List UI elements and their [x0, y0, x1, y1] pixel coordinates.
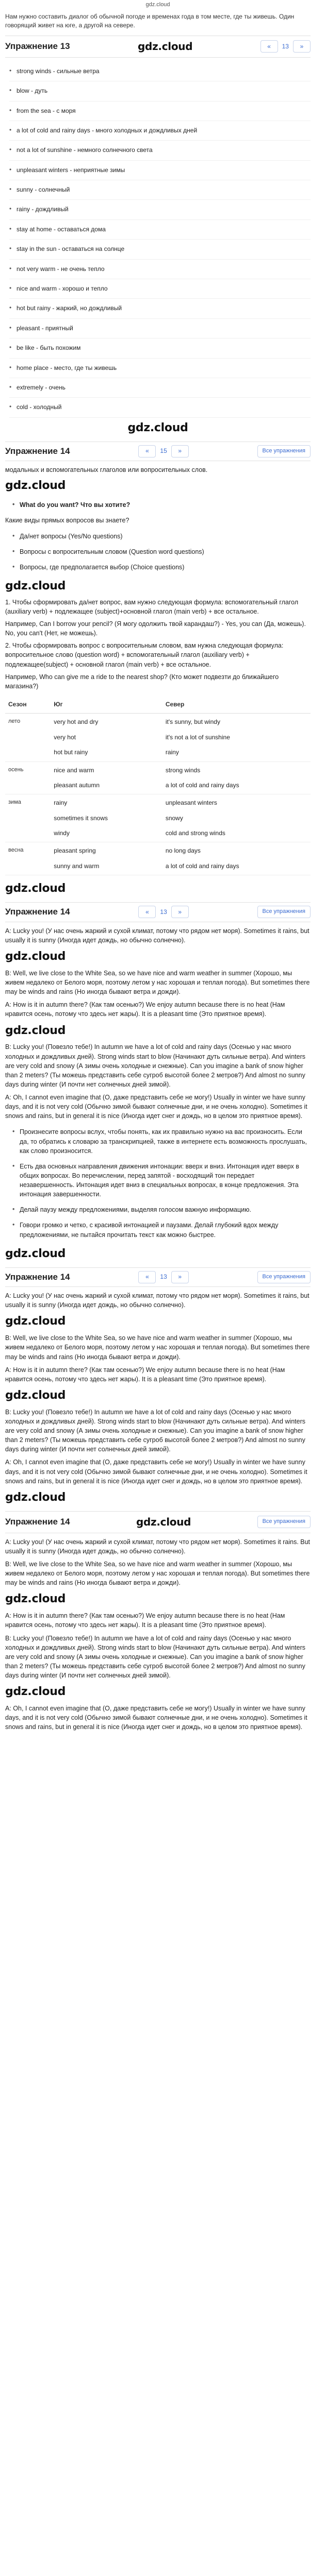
all-exercises-button[interactable]: Все упражнения — [257, 445, 311, 457]
all-exercises-button[interactable]: Все упражнения — [257, 1516, 311, 1528]
exercise-header — [5, 902, 311, 922]
table-row — [5, 761, 311, 794]
list-item: • Произнесите вопросы вслух, чтобы понять, как их правильно нужно на вас произносить. Если да, то обратись к словарю за транскрипцией, также в интернете есть возможность прослушать, как слово произносится. — [12, 1124, 311, 1158]
list-item: • a lot of cold and rainy days - много холодных и дождливых дней — [9, 121, 311, 141]
next-exercise-button[interactable]: » — [293, 40, 311, 53]
list-item: • stay at home - оставаться дома — [9, 220, 311, 240]
prev-exercise-button[interactable]: « — [260, 40, 278, 53]
dialog-line: B: Lucky you! (Повезло тебе!) In autumn we have a lot of cold and rainy days (Осенью у нас много холодных и дождливых дней). Strong winds start to blow (Начинают дуть сильные ветра). And winters are very cold and snowy (А зимы очень холодные и снежные). Can you imagine a bank of snow higher than 2 meters? (Ты можешь представить себе сугроб высотой более 2 метров?) And almost no sunny days during winter (И почти нет солнечных дней зимой). — [5, 1043, 305, 1088]
list-item: • Вопросы, где предполагается выбор (Choice questions) — [12, 560, 311, 575]
dialog — [5, 1291, 311, 1486]
exercise-number: 15 — [160, 447, 167, 455]
watermark: gdz.cloud — [5, 1247, 66, 1260]
watermark: gdz.cloud — [5, 579, 66, 592]
south-cell — [51, 714, 162, 761]
dialog-line: A: Oh, I cannot even imagine that (О, даже представить себе не могу!) Usually in winter we have sunny days, and it is not very cold (Обычно зимой бывают солнечные дни, и не очень холодно). Sometimes it snows and rains, but in general it is nice (Иногда идет снег и дождь, но в целом это приятное время). — [5, 1705, 307, 1731]
prev-exercise-button[interactable]: « — [138, 1271, 156, 1283]
dialog-line: B: Lucky you! (Повезло тебе!) In autumn we have a lot of cold and rainy days (Осенью у нас много холодных и дождливых дней). Strong winds start to blow (Начинают дуть сильные ветра). And winters are very cold and snowy (А зимы очень холодные и снежные). Can you imagine a bank of snow higher than 2 meters? (Ты можешь представить себе сугроб высотой более 2 метров?) And almost no sunny days during winter (И почти нет солнечных дней зимой). — [5, 1634, 305, 1680]
north-cell — [162, 761, 311, 794]
dialog-line: B: Lucky you! (Повезло тебе!) In autumn we have a lot of cold and rainy days (Осенью у нас много холодных и дождливых дней). Strong winds start to blow (Начинают дуть сильные ветра). And winters are very cold and snowy (А зимы очень холодные и снежные). Can you imagine a bank of snow higher than 2 meters? (Ты можешь представить себе сугроб высотой более 2 метров?) And almost no sunny days during winter (И почти нет солнечных дней зимой). — [5, 1408, 305, 1453]
all-exercises-button[interactable]: Все упражнения — [257, 906, 311, 918]
paragraph: 1. Чтобы сформировать да/нет вопрос, вам нужно следующая формула: вспомогательный глагол (auxiliary verb) + подлежащее (subject)+основной глагол (main verb) + все остальное. — [5, 598, 299, 615]
list-item: • be like - быть похожим — [9, 338, 311, 358]
list-item: • Вопросы с вопросительным словом (Question word questions) — [12, 544, 311, 560]
next-exercise-button[interactable]: » — [171, 906, 189, 918]
pager — [138, 445, 188, 457]
list-item: • Да/нет вопросы (Yes/No questions) — [12, 529, 311, 544]
cell-line: pleasant spring — [54, 847, 96, 855]
cell-line: rainy — [54, 799, 68, 807]
table-header-row — [5, 696, 311, 714]
dialog-line: A: How is it in autumn there? (Как там осенью?) We enjoy autumn because there is no heat (Нам нравится осень, потому что здесь нет жары). It is a pleasant time (Это приятное время). — [5, 1366, 285, 1383]
list-item: • not a lot of sunshine - немного солнечного света — [9, 141, 311, 160]
watermark: gdz.cloud — [5, 1490, 66, 1504]
dialog — [5, 926, 311, 1121]
list-item: • not very warm - не очень тепло — [9, 260, 311, 279]
watermark: gdz.cloud — [5, 479, 66, 493]
table-row — [5, 714, 311, 761]
watermark: gdz.cloud — [136, 1515, 191, 1528]
list-item: • from the sea - с моря — [9, 101, 311, 121]
prev-exercise-button[interactable]: « — [138, 445, 156, 457]
list-item: • stay in the sun - оставаться на солнце — [9, 240, 311, 259]
vocab-list — [5, 62, 311, 418]
watermark: gdz.cloud — [5, 1024, 66, 1037]
list-item: • Делай паузу между предложениями, выделяя голосом важную информацию. — [12, 1202, 311, 1217]
paragraph: Например, Who can give me a ride to the nearest shop? (Кто может подвезти до ближайшего магазина?) — [5, 673, 279, 690]
cell-line: unpleasant winters — [165, 799, 217, 807]
dialog-line: B: Well, we live close to the White Sea, so we have nice and warm weather in summer (Хорошо, мы живем недалеко от Белого моря, поэтому летом у нас хорошая и теплая погода). But sometimes there may be winds and rains (Но иногда бывают ветра и дожди). — [5, 1561, 310, 1587]
cell-line: pleasant autumn — [54, 781, 100, 789]
cell-line: it's not a lot of sunshine — [165, 733, 230, 741]
list-item: • blow - дуть — [9, 81, 311, 101]
cell-line: nice and warm — [54, 766, 94, 774]
watermark: gdz.cloud — [5, 1685, 66, 1699]
season-cell: лето — [5, 714, 51, 761]
paragraph: модальных и вспомогательных глаголов или вопросительных слов. — [5, 466, 208, 474]
watermark: gdz.cloud — [5, 1388, 66, 1402]
north-cell — [162, 714, 311, 761]
exercise-header — [5, 1267, 311, 1287]
exercise-number: 13 — [282, 42, 289, 50]
exercise-title: Упражнение 13 — [5, 41, 70, 51]
tips-list — [5, 1124, 311, 1242]
exercise-number: 13 — [160, 1273, 167, 1281]
south-cell — [51, 842, 162, 875]
watermark: gdz.cloud — [5, 1592, 66, 1606]
weather-table — [5, 696, 311, 875]
north-cell — [162, 794, 311, 842]
cell-line: hot but rainy — [54, 749, 88, 756]
cell-line: sunny and warm — [54, 862, 100, 870]
exercise-header — [5, 36, 311, 58]
exercise-header — [5, 442, 311, 462]
watermark: gdz.cloud — [5, 950, 66, 963]
list-item: • extremely - очень — [9, 378, 311, 398]
list-item: • Есть два основных направления движения интонации: вверх и вниз. Интонация идет вверх в общих вопросах. Во перечислении, перед запятой - восходящий тон передает незавершенность. Интонация идет вниз в специальных вопросах, в конце предложения. Эта интонация завершенности. — [12, 1159, 311, 1202]
watermark: gdz.cloud — [5, 882, 66, 895]
list-item: • rainy - дождливый — [9, 200, 311, 219]
list-item: • What do you want? Что вы хотите? — [12, 497, 311, 513]
column-header: Юг — [51, 696, 162, 714]
cell-line: very hot — [54, 733, 76, 741]
list-item: • nice and warm - хорошо и тепло — [9, 279, 311, 299]
cell-line: no long days — [165, 847, 201, 855]
list-item: • cold - холодный — [9, 398, 311, 417]
cell-line: strong winds — [165, 766, 201, 774]
all-exercises-button[interactable]: Все упражнения — [257, 1271, 311, 1283]
cell-line: a lot of cold and rainy days — [165, 862, 239, 870]
cell-line: a lot of cold and rainy days — [165, 781, 239, 789]
exercise-title: Упражнение 14 — [5, 446, 70, 456]
dialog-line: A: Oh, I cannot even imagine that (О, даже представить себе не могу!) Usually in winter we have sunny days, and it is not very cold (Обычно зимой бывают солнечные дни, и не очень холодно). Sometimes it snows and rains, but in general it is nice (Иногда идет снег и дождь, но в целом это приятное время). — [5, 1459, 307, 1485]
season-cell: весна — [5, 842, 51, 875]
list-item: • sunny - солнечный — [9, 180, 311, 200]
next-exercise-button[interactable]: » — [171, 445, 189, 457]
cell-line: snowy — [165, 814, 183, 822]
dialog-line: B: Well, we live close to the White Sea, so we have nice and warm weather in summer (Хорошо, мы живем недалеко от Белого моря, поэтому летом у нас хорошая и теплая погода). But sometimes there may be winds and rains (Но иногда бывают ветра и дожди). — [5, 1334, 310, 1361]
exercise-title: Упражнение 14 — [5, 1272, 70, 1282]
list-item: • hot but rainy - жаркий, но дождливый — [9, 299, 311, 318]
question-types-list — [5, 529, 311, 575]
column-header: Север — [162, 696, 311, 714]
dialog-line: A: Lucky you! (У нас очень жаркий и сухой климат, потому что рядом нет моря). Sometimes it rains, but usually it is sunny (Иногда идет дождь, но обычно солнечно). — [5, 927, 309, 944]
dialog-line: A: How is it in autumn there? (Как там осенью?) We enjoy autumn because there is no heat (Нам нравится осень, потому что здесь нет жары). It is a pleasant time (Это приятное время). — [5, 1001, 285, 1018]
paragraph: 2. Чтобы сформировать вопрос с вопросительным словом, вам нужна следующая формула: вопросительное слово (question word) + вспомогательный глагол (auxiliary verb) + подлежащее(subject) + основной глагол (main verb) + все остальное. — [5, 642, 284, 668]
example-list — [5, 497, 311, 513]
site-logo[interactable]: gdz.cloud — [145, 2, 170, 8]
cell-line: windy — [54, 829, 70, 837]
list-item: • home place - место, где ты живешь — [9, 359, 311, 378]
pager — [260, 40, 311, 53]
table-row — [5, 842, 311, 875]
watermark: gdz.cloud — [5, 1315, 66, 1328]
table-row — [5, 794, 311, 842]
dialog-line: A: Lucky you! (У нас очень жаркий и сухой климат, потому что рядом нет моря). Sometimes it rains, but usually it is sunny (Иногда идет дождь, но обычно солнечно). — [5, 1292, 309, 1309]
south-cell — [51, 794, 162, 842]
list-item: • pleasant - приятный — [9, 319, 311, 338]
season-cell: осень — [5, 761, 51, 794]
watermark: gdz.cloud — [127, 421, 188, 434]
season-cell: зима — [5, 794, 51, 842]
cell-line: it's sunny, but windy — [165, 718, 220, 726]
pager — [138, 1271, 188, 1283]
cell-line: cold and strong winds — [165, 829, 225, 837]
dialog-line: A: How is it in autumn there? (Как там осенью?) We enjoy autumn because there is no heat (Нам нравится осень, потому что здесь нет жары). It is a pleasant time (Это приятное время). — [5, 1612, 285, 1629]
cell-line: rainy — [165, 749, 179, 756]
cell-line: very hot and dry — [54, 718, 99, 726]
dialog-line: A: Oh, I cannot even imagine that (О, даже представить себе не могу!) Usually in winter we have sunny days, and it is not very cold (Обычно зимой бывают солнечные дни, и не очень холодно). Sometimes it snows and rains, but in general it is nice (Иногда идет снег и дождь, но в целом это приятное время). — [5, 1094, 307, 1120]
dialog-line: A: Lucky you! (У нас очень жаркий и сухой климат, потому что рядом нет моря). Sometimes it rains. But usually it is sunny (Иногда идет дождь, но обычно солнечно). — [5, 1538, 311, 1555]
south-cell — [51, 761, 162, 794]
column-header: Сезон — [5, 696, 51, 714]
exercise-number: 13 — [160, 908, 167, 916]
list-item: • unpleasant winters - неприятные зимы — [9, 161, 311, 180]
cell-line: sometimes it snows — [54, 814, 108, 822]
dialog — [5, 1537, 311, 1732]
exercise-title: Упражнение 14 — [5, 907, 70, 917]
next-exercise-button[interactable]: » — [171, 1271, 189, 1283]
prev-exercise-button[interactable]: « — [138, 906, 156, 918]
dialog-line: B: Well, we live close to the White Sea, so we have nice and warm weather in summer (Хорошо, мы живем недалеко от Белого моря, поэтому летом у нас хорошая и теплая погода). But sometimes there may be winds and rains (Но иногда бывают ветра и дожди). — [5, 969, 310, 996]
exercise-title: Упражнение 14 — [5, 1516, 70, 1527]
list-item: • strong winds - сильные ветра — [9, 62, 311, 81]
paragraph: Например, Can I borrow your pencil? (Я могу одолжить твой карандаш?) - Yes, you can (Да, можешь). No, you can't (Нет, не можешь). — [5, 620, 306, 637]
paragraph: Какие виды прямых вопросов вы знаете? — [5, 517, 129, 524]
north-cell — [162, 842, 311, 875]
exercise-header — [5, 1511, 311, 1533]
list-item: • Говори громко и четко, с красивой интонацией и паузами. Делай глубокий вдох между предложениями, не пытайся прочитать текст как можно быстрее. — [12, 1217, 311, 1242]
intro-text: Нам нужно составить диалог об обычной погоде и временах года в том месте, где ты живешь. Один говорящий живет на юге, а другой на севере. — [5, 12, 295, 29]
watermark: gdz.cloud — [138, 40, 193, 53]
pager — [138, 906, 188, 918]
